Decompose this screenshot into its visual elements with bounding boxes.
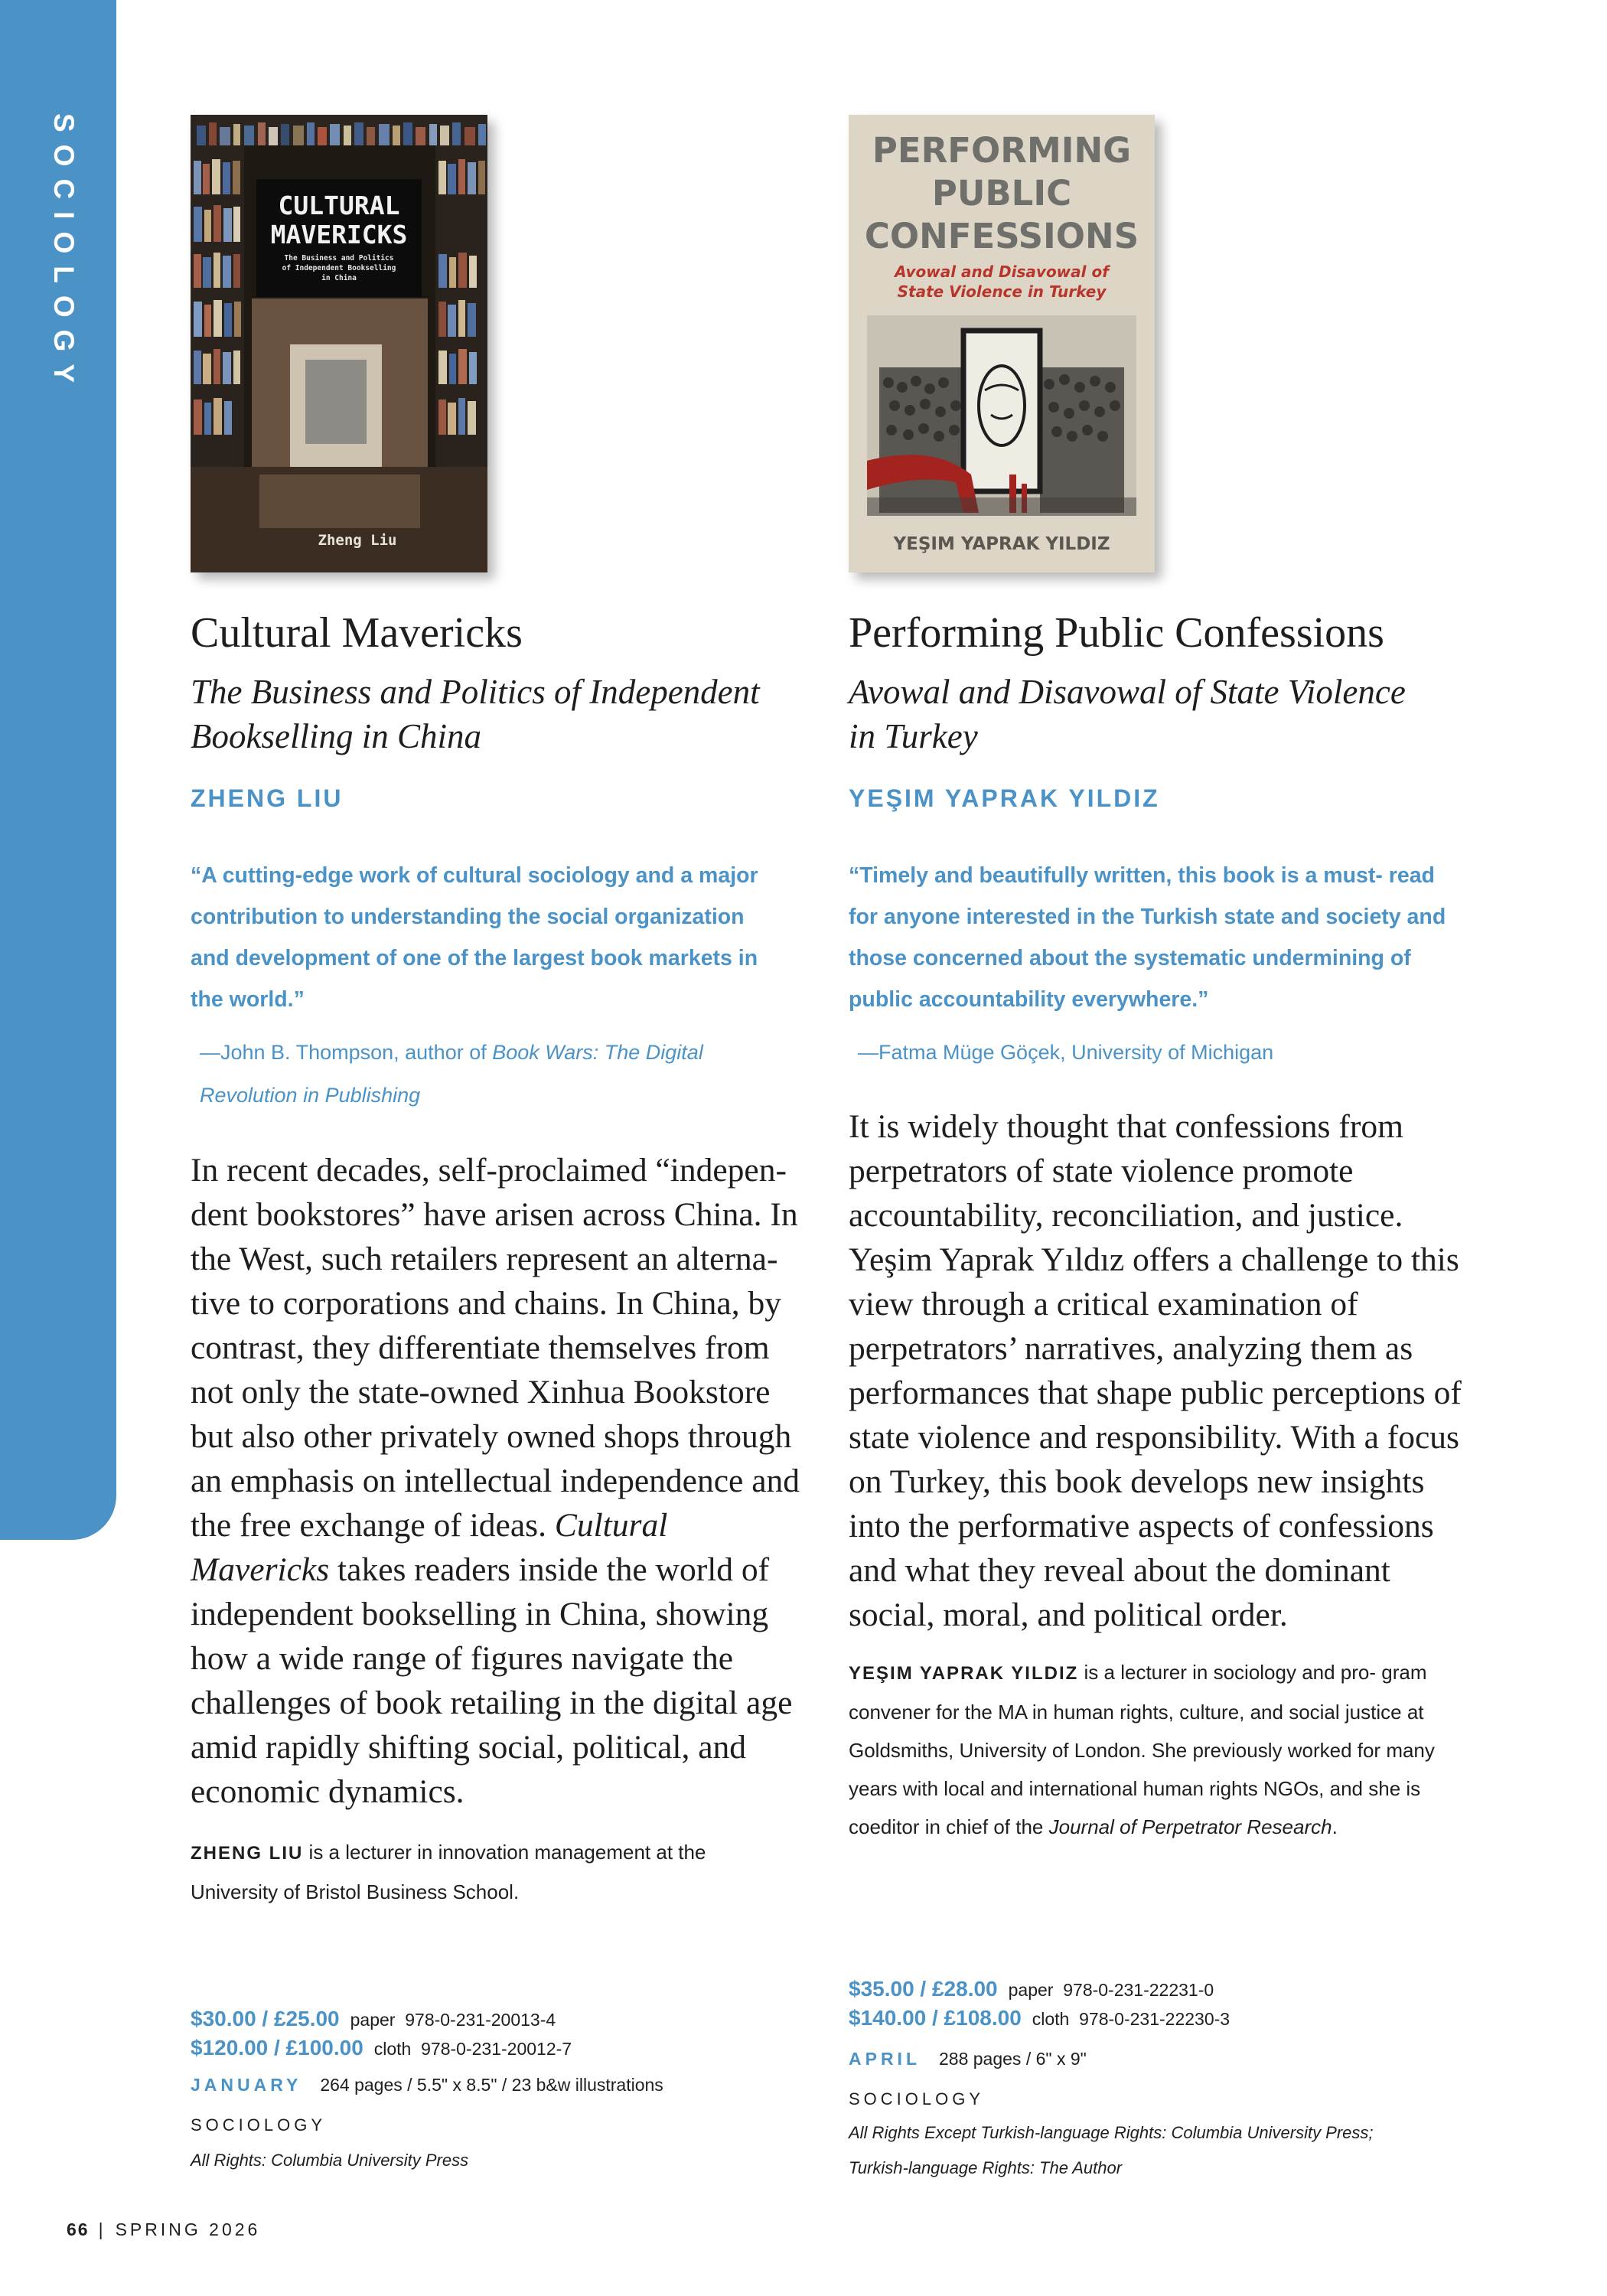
cover-title-line-1: PERFORMING [872,130,1132,171]
publication-specs [191,2075,663,2095]
book-title: Performing Public Confessions [849,609,1384,657]
bookstore-photo-illustration [191,115,487,572]
endorsement-attribution [191,1031,797,1117]
price-cloth [191,2036,572,2060]
book-description-text-continued: takes readers inside the world of independent bookselling in China, showing how a wide range of figures navigate the challenges of book retailing in the digital age amid rapidly shifting social, political, and economic dynamics. [191,1551,793,1810]
paper-format-label: paper [350,2010,396,2030]
book-category: SOCIOLOGY [849,2089,985,2108]
paper-isbn: 978-0-231-22231-0 [1063,1980,1214,2000]
book-description [191,1148,803,1814]
cover-subtitle-line-2: State Violence in Turkey [897,282,1107,301]
endorsement-quote: “A cutting-edge work of cultural sociology and a major contribution to understanding the social organization and development of one of the largest book markets in the world.” [191,863,758,1012]
catalog-season: SPRING 2026 [115,2219,261,2239]
cover-subtitle-line-3: in China [321,274,357,282]
footer-separator: | [98,2219,106,2239]
price-paper [849,1977,1214,2001]
book-specs: 264 pages / 5.5" x 8.5" / 23 b&w illustrations [320,2075,663,2095]
price-cloth [849,2006,1230,2030]
endorsement-quote: “Timely and beautifully written, this book is a must- read for anyone interested in the Turkish state and society and those concerned about the systematic undermining of public accountability everywhere.” [849,863,1446,1012]
publication-specs [849,2049,1087,2069]
cover-title-line-2: MAVERICKS [270,220,408,249]
book-title: Cultural Mavericks [191,609,523,657]
book-subtitle [849,670,1468,758]
book-cover-image[interactable] [191,115,487,572]
cloth-price: $120.00 / £100.00 [191,2036,363,2060]
endorsement-attribution-text: —John B. Thompson, author of [200,1041,493,1064]
cover-title-line-1: CULTURAL [278,191,400,220]
section-tab [0,0,116,1540]
book-author: YEŞIM YAPRAK YILDIZ [849,784,1160,812]
cover-artwork-illustration [849,115,1155,572]
rights-statement: All Rights Except Turkish-language Rights: Columbia University Press; Turkish-language Rights: The Author [849,2123,1374,2177]
book-specs: 288 pages / 6" x 9" [939,2049,1087,2069]
book-description-text: In recent decades, self-proclaimed “indepen- dent bookstores” have arisen across China. In the West, such retailers represent an alterna- tive to corporations and chains. In China, by contrast, they differentiate themselves from not only the state-owned Xinhua Bookstore but also other privately owned shops through an emphasis on intellectual independence and the free exchange of ideas. [191,1152,800,1544]
paper-format-label: paper [1008,1980,1054,2000]
publication-month: JANUARY [191,2075,302,2095]
paper-price: $30.00 / £25.00 [191,2007,340,2030]
endorsement-attribution-text: —Fatma Müge Göçek, University of Michigan [858,1041,1274,1064]
book-description-italic-title: Cultural Mavericks [191,1507,668,1588]
publication-month: APRIL [849,2049,921,2069]
cover-subtitle-line-2: of Independent Bookselling [282,264,396,272]
book-subtitle-line: The Business and Politics of Independent [191,673,760,711]
price-paper [191,2007,556,2031]
cover-title-line-3: CONFESSIONS [864,216,1139,256]
book-subtitle-line: Avowal and Disavowal of State Violence [849,673,1406,711]
book-subtitle-line: in Turkey [849,717,978,755]
book-author: ZHENG LIU [191,784,344,812]
cover-subtitle-line-1: The Business and Politics [284,254,394,263]
cloth-format-label: cloth [1032,2009,1070,2029]
endorsement-attribution-work: Book Wars: The Digital Revolution in Publishing [200,1041,703,1107]
page-number: 66 [67,2219,90,2239]
rights-statement: All Rights: Columbia University Press [191,2151,469,2170]
book-subtitle [191,670,803,758]
page-footer [67,2219,260,2240]
book-cover-image[interactable] [849,115,1155,572]
author-bio-journal: Journal of Perpetrator Research [1048,1815,1332,1838]
cover-title-line-2: PUBLIC [931,173,1072,214]
book-description: It is widely thought that confessions from perpetrators of state violence promote accountability, reconciliation, and justice. Yeşim Yaprak Yıldız offers a challenge to this view through a critical examination of perpetrators’ narratives, analyzing them as performances that shape public perceptions of state violence and responsibility. With a focus on Turkey, this book develops new insights into the performative aspects of confessions and what they reveal about the dominant social, moral, and political order. [849,1108,1462,1633]
section-tab-label: SOCIOLOGY [48,113,80,396]
author-bio-name: ZHENG LIU [191,1843,304,1864]
author-bio [191,1833,787,1911]
author-bio [849,1653,1461,1846]
paper-price: $35.00 / £28.00 [849,1977,998,2001]
author-bio-text: is a lecturer in sociology and pro- gram convener for the MA in human rights, culture, and social justice at Goldsmiths, University of London. She previously worked for many years with local and international human rights NGOs, and she is coeditor in chief of the [849,1661,1435,1838]
paper-isbn: 978-0-231-20013-4 [405,2010,556,2030]
cover-author: YEŞIM YAPRAK YILDIZ [893,534,1110,554]
author-bio-text: is a lecturer in innovation management at the University of Bristol Business School. [191,1841,706,1903]
cloth-isbn: 978-0-231-22230-3 [1079,2009,1231,2029]
author-bio-name: YEŞIM YAPRAK YILDIZ [849,1663,1079,1684]
endorsement-attribution [849,1031,1462,1074]
cover-subtitle-line-1: Avowal and Disavowal of [895,263,1109,281]
cloth-isbn: 978-0-231-20012-7 [421,2039,572,2059]
cloth-format-label: cloth [373,2039,412,2059]
cover-author: Zheng Liu [318,532,397,549]
cloth-price: $140.00 / £108.00 [849,2006,1022,2030]
author-bio-end: . [1332,1815,1338,1838]
book-subtitle-line: Bookselling in China [191,717,481,755]
book-category: SOCIOLOGY [191,2115,327,2135]
